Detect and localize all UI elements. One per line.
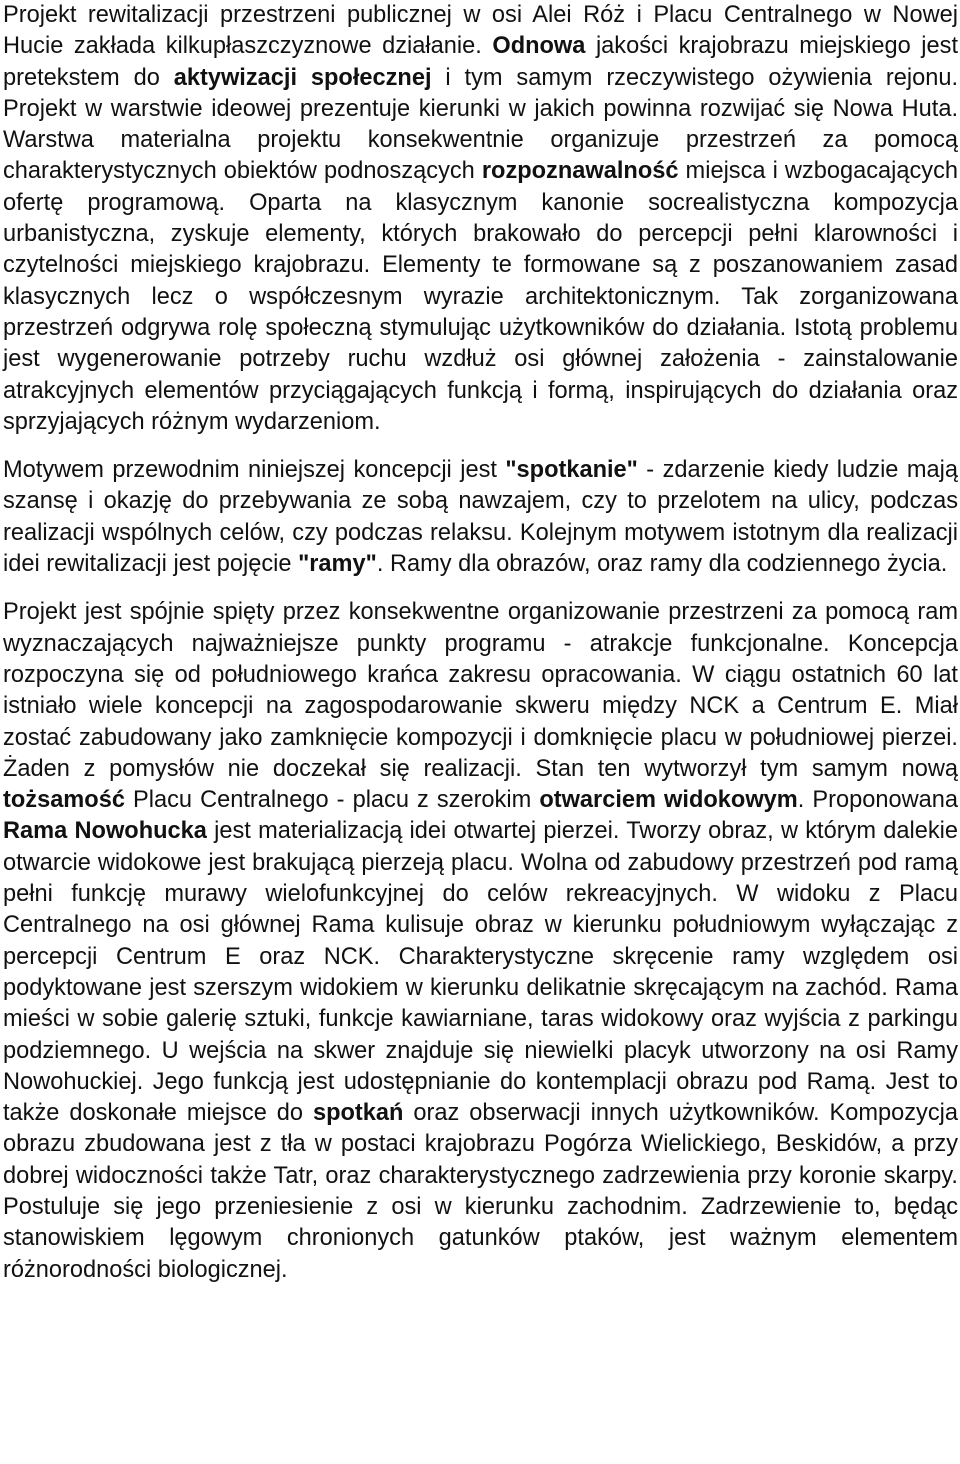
emphasis-rama-nowohucka: Rama Nowohucka — [3, 818, 207, 845]
paragraph-frame-concept — [3, 597, 958, 1286]
text-run: jakości krajobrazu miejskiego jest pretekstem do — [3, 33, 958, 91]
text-run: miejsca i wzbogacających ofertę programową. Oparta na klasycznym kanonie socrealistyczna kompozycja urbanistyczna, zyskuje elementy, których brakowało do percepcji pełni klarowności i czytelności miejskiego krajobrazu. Elementy te formowane są z poszanowaniem zasad klasycznych lecz o współczesnym wyrazie architektonicznym. Tak zorganizowana przestrzeń odgrywa rolę społeczną stymulując użytkowników do działania. Istotą problemu jest wygenerowanie potrzeby ruchu wzdłuż osi głównej założenia - zainstalowanie atrakcyjnych elementów przyciągających funkcją i formą, inspirujących do działania oraz sprzyjających różnym wydarzeniom. — [3, 158, 958, 435]
emphasis-rozpoznawalnosc: rozpoznawalność — [481, 158, 679, 185]
text-run: Placu Centralnego - placu z szerokim — [124, 787, 540, 814]
emphasis-ramy: "ramy" — [298, 551, 377, 578]
emphasis-spotkan: spotkań — [312, 1100, 404, 1127]
text-run: - zdarzenie kiedy ludzie mają szansę i okazję do przebywania ze sobą nawzajem, czy to przelotem na ulicy, podczas realizacji wspólnych celów, czy podczas relaksu. Kolejnym motywem istotnym dla realizacji idei rewitalizacji jest pojęcie — [3, 457, 958, 578]
text-run: . Proponowana — [797, 787, 958, 814]
text-run: Projekt jest spójnie spięty przez konsekwentne organizowanie przestrzeni za pomocą ram wyznaczających najważniejsze punkty programu - atrakcje funkcjonalne. Koncepcja rozpoczyna się od południowego krańca zakresu opracowania. W ciągu ostatnich 60 lat istniało wiele koncepcji na zagospodarowanie skweru między NCK a Centrum E. Miał zostać zabudowany jako zamknięcie kompozycji i domknięcie placu w południowej pierzei. Żaden z pomysłów nie doczekał się realizacji. Stan ten wytworzył tym samym nową — [3, 599, 958, 782]
text-run: oraz obserwacji innych użytkowników. Kompozycja obrazu zbudowana jest z tła w postaci krajobrazu Pogórza Wielickiego, Beskidów, a przy dobrej widoczności także Tatr, oraz charakterystycznego zadrzewienia przy koronie skarpy. Postuluje się jego przeniesienie z osi w kierunku zachodnim. Zadrzewienie to, będąc stanowiskiem lęgowym chronionych gatunków ptaków, jest ważnym elementem różnorodności biologicznej. — [3, 1100, 958, 1283]
text-run: Projekt rewitalizacji przestrzeni publicznej w osi Alei Róż i Placu Centralnego w Nowej Hucie zakłada kilkupłaszczyznowe działanie. — [3, 2, 958, 60]
emphasis-spotkanie: "spotkanie" — [505, 457, 638, 484]
text-run: jest materializacją idei otwartej pierzei. Tworzy obraz, w którym dalekie otwarcie widokowe jest brakującą pierzeją placu. Wolna od zabudowy przestrzeń pod ramą pełni funkcję murawy wielofunkcyjnej do celów rekreacyjnych. W widoku z Placu Centralnego na osi głównej Rama kulisuje obraz w kierunku południowym wyłączając z percepcji Centrum E oraz NCK. Charakterystyczne skręcenie ramy względem osi podyktowane jest szerszym widokiem w kierunku delikatnie skręcającym na zachód. Rama mieści w sobie galerię sztuki, funkcje kawiarniane, taras widokowy oraz wyjścia z parkingu podziemnego. U wejścia na skwer znajduje się niewielki placyk utworzony na osi Ramy Nowohuckiej. Jego funkcją jest udostępnianie do kontemplacji obrazu pod Ramą. Jest to także doskonałe miejsce do — [3, 818, 958, 1127]
paragraph-motif — [3, 455, 958, 580]
paragraph-intro — [3, 0, 958, 438]
emphasis-otwarcie-widokowe: otwarciem widokowym — [539, 787, 798, 814]
emphasis-odnowa: Odnowa — [492, 33, 586, 60]
text-run: Motywem przewodnim niniejszej koncepcji jest — [3, 457, 506, 484]
text-run: i tym samym rzeczywistego ożywienia rejonu. Projekt w warstwie ideowej prezentuje kierunki w jakich powinna rozwijać się Nowa Huta. Warstwa materialna projektu konsekwentnie organizuje przestrzeń za pomocą charakterystycznych obiektów podnoszących — [3, 64, 958, 185]
emphasis-tozsamosc: tożsamość — [3, 787, 125, 814]
text-run: . Ramy dla obrazów, oraz ramy dla codziennego życia. — [376, 551, 948, 578]
emphasis-aktywizacja: aktywizacji społecznej — [173, 64, 432, 91]
